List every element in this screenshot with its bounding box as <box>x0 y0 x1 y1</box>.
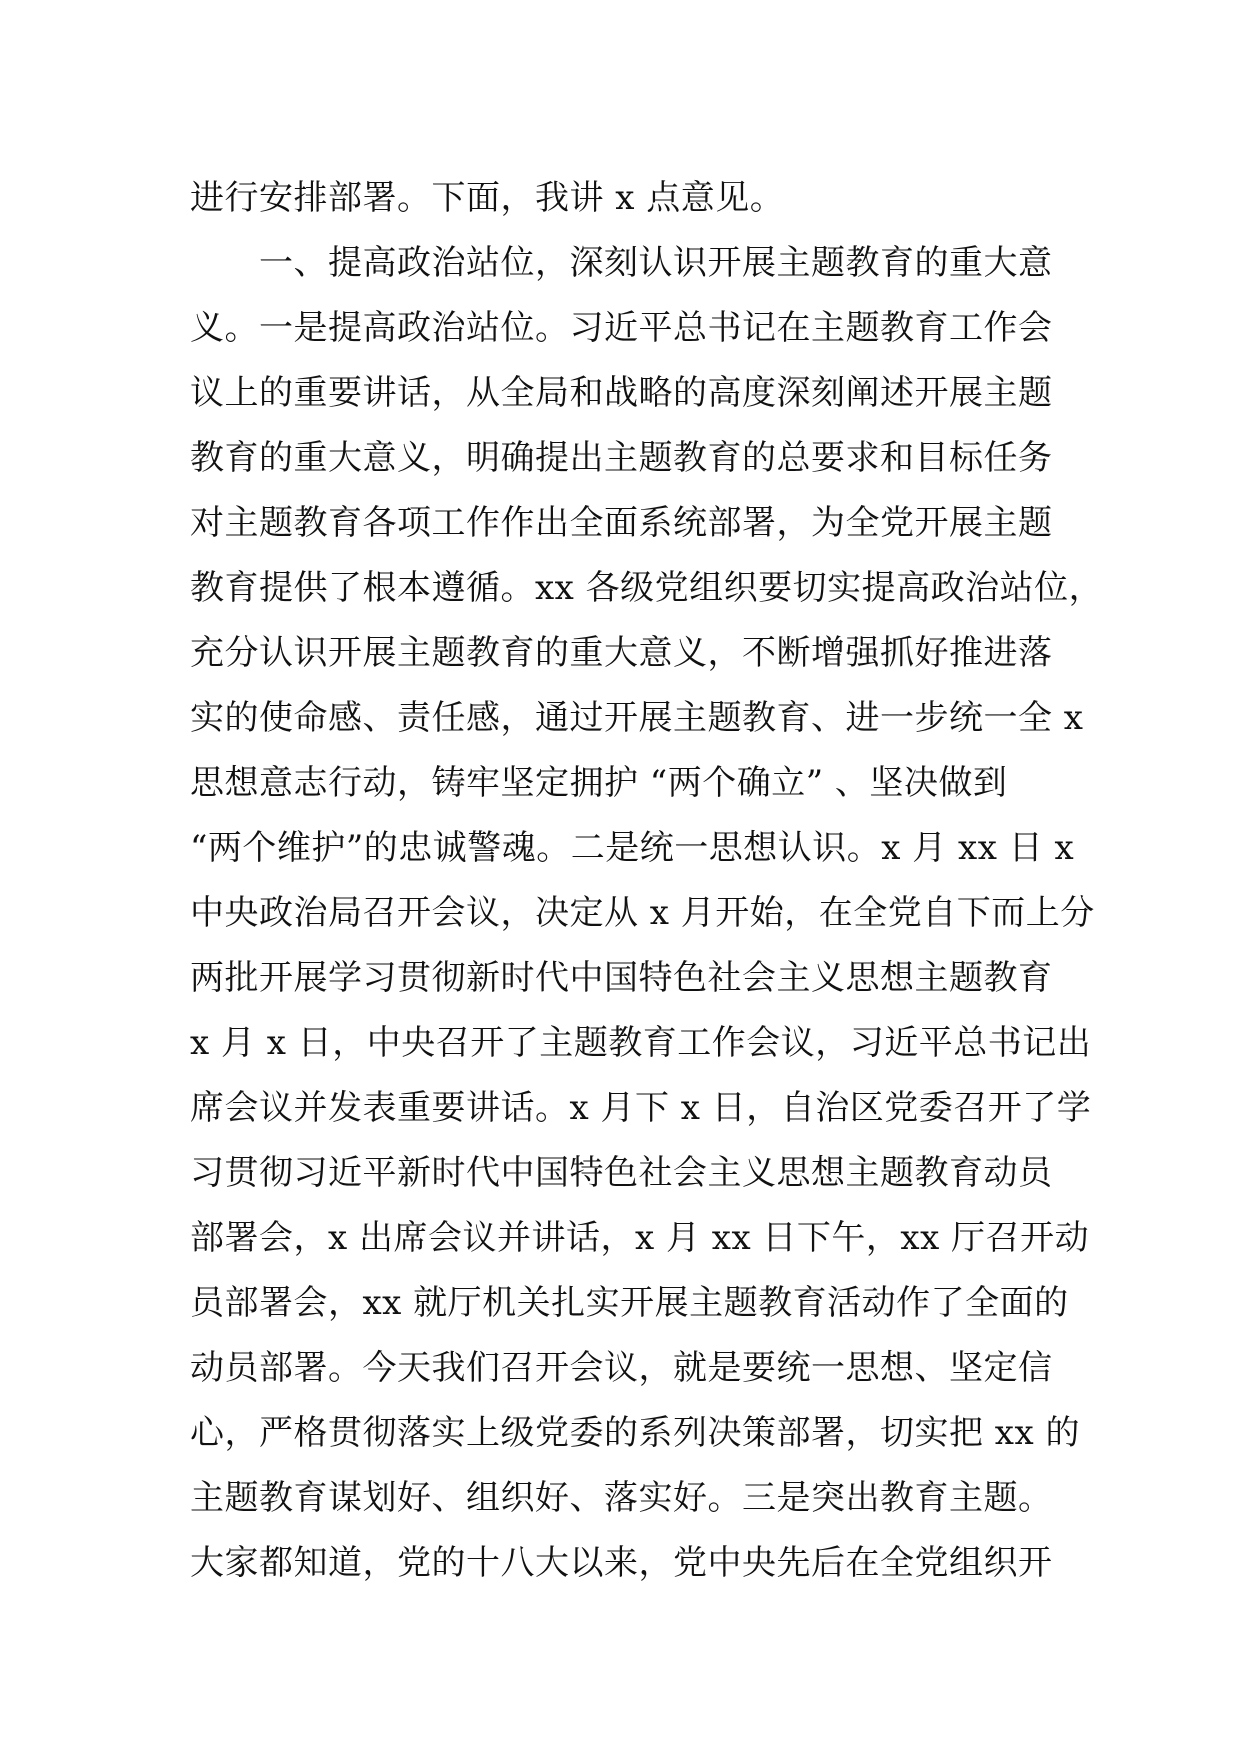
text-line: 部署会，x 出席会议并讲话，x 月 xx 日下午，xx 厅召开动 <box>190 1218 1090 1258</box>
text-line: 充分认识开展主题教育的重大意义，不断增强抓好推进落 <box>190 633 1053 673</box>
text-line: 对主题教育各项工作作出全面系统部署，为全党开展主题 <box>190 503 1053 543</box>
text-line: 教育的重大意义，明确提出主题教育的总要求和目标任务 <box>190 438 1053 478</box>
text-line: 进行安排部署。下面，我讲 x 点意见。 <box>190 178 785 218</box>
text-line: 员部署会，xx 就厅机关扎实开展主题教育活动作了全面的 <box>190 1283 1069 1323</box>
text-line: x 月 x 日，中央召开了主题教育工作会议，习近平总书记出 <box>190 1023 1092 1063</box>
text-line: 中央政治局召开会议，决定从 x 月开始，在全党自下而上分 <box>190 893 1095 933</box>
text-line: 议上的重要讲话，从全局和战略的高度深刻阐述开展主题 <box>190 373 1053 413</box>
text-line: 大家都知道，党的十八大以来，党中央先后在全党组织开 <box>190 1543 1053 1583</box>
body-text <box>190 166 1104 1596</box>
text-line: 两批开展学习贯彻新时代中国特色社会主义思想主题教育 <box>190 958 1053 998</box>
text-line: 习贯彻习近平新时代中国特色社会主义思想主题教育动员 <box>190 1153 1053 1193</box>
text-line: 席会议并发表重要讲话。x 月下 x 日，自治区党委召开了学 <box>190 1088 1092 1128</box>
text-line: 义。一是提高政治站位。习近平总书记在主题教育工作会 <box>190 308 1053 348</box>
text-line: 实的使命感、责任感，通过开展主题教育、进一步统一全 x <box>190 698 1084 738</box>
text-line: 思想意志行动，铸牢坚定拥护 “两个确立” 、坚决做到 <box>190 763 1008 803</box>
text-line: 动员部署。今天我们召开会议，就是要统一思想、坚定信 <box>190 1348 1053 1388</box>
text-line: 教育提供了根本遵循。xx 各级党组织要切实提高政治站位， <box>190 568 1104 608</box>
text-line: “两个维护”的忠诚警魂。二是统一思想认识。x 月 xx 日 x <box>190 828 1075 868</box>
text-line: 一、提高政治站位，深刻认识开展主题教育的重大意 <box>190 243 1053 283</box>
text-line: 主题教育谋划好、组织好、落实好。三是突出教育主题。 <box>190 1478 1053 1518</box>
text-line: 心，严格贯彻落实上级党委的系列决策部署，切实把 xx 的 <box>190 1413 1080 1453</box>
